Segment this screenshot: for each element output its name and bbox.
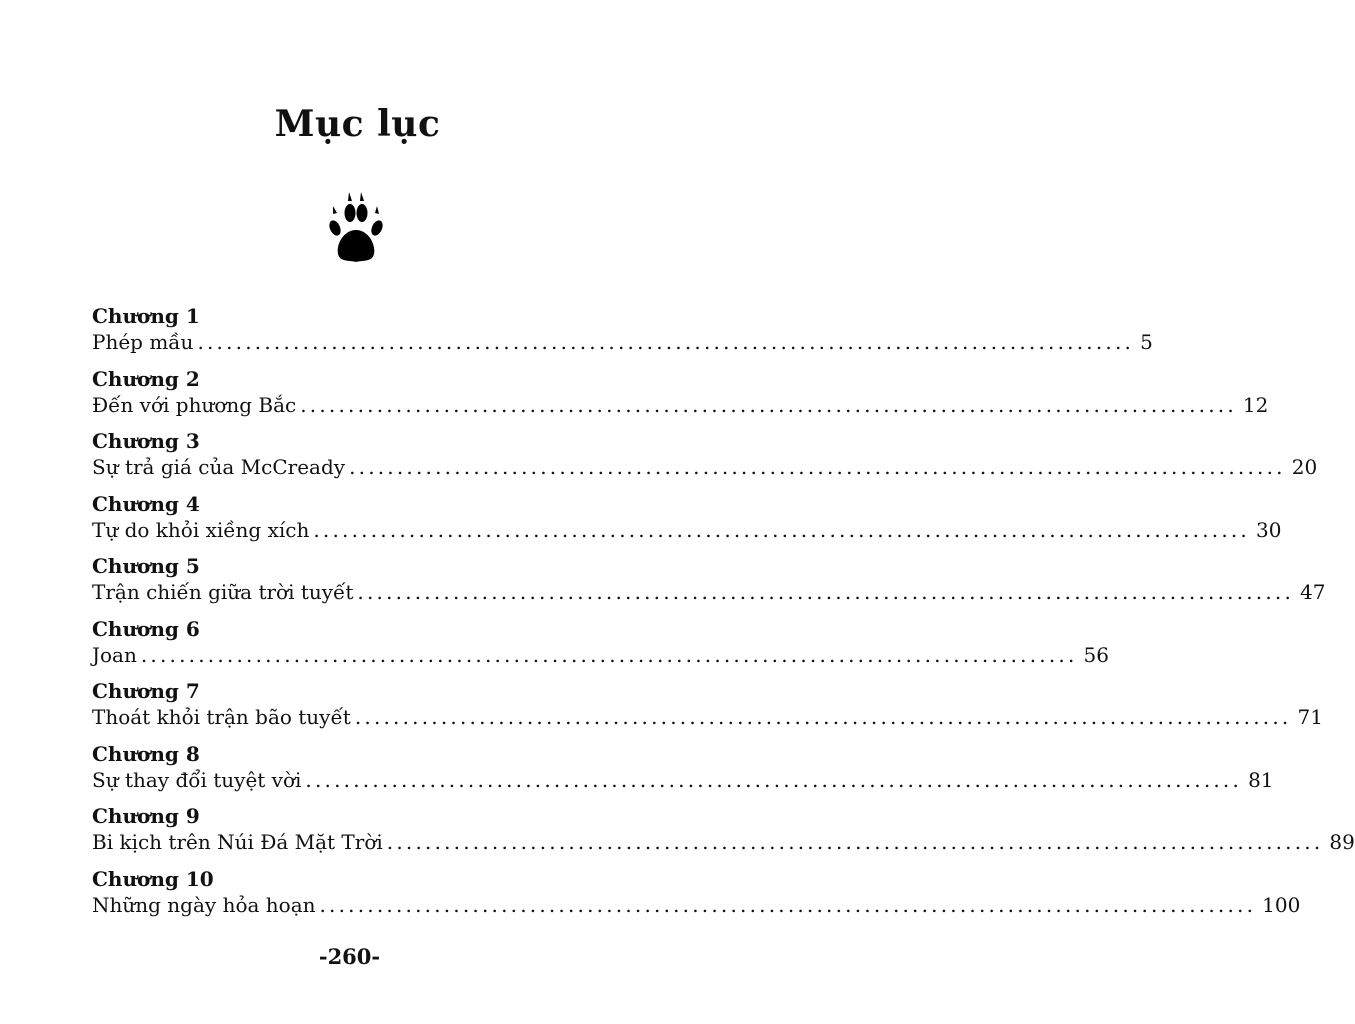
toc-entry-4[interactable] xyxy=(92,491,1282,554)
dot-leader: .................................................................................................. xyxy=(357,580,1295,604)
page-ref: 12 xyxy=(1242,392,1269,417)
dot-leader: .................................................................................................. xyxy=(197,330,1135,354)
toc-entry-9[interactable] xyxy=(92,803,1355,866)
chapter-title: Những ngày hỏa hoạn xyxy=(92,892,316,917)
page-ref: 89 xyxy=(1329,830,1355,854)
chapter-label: Chương 5 xyxy=(92,554,200,578)
page-ref: 56 xyxy=(1083,642,1109,667)
toc-entry-3[interactable] xyxy=(92,428,1318,491)
page-ref: 71 xyxy=(1297,705,1323,729)
toc-entry-2[interactable] xyxy=(92,366,1269,429)
page-ref: 100 xyxy=(1262,892,1301,917)
toc-entry-10[interactable] xyxy=(92,866,1301,929)
table-of-contents xyxy=(92,303,1355,928)
toc-entry-6[interactable] xyxy=(92,616,1109,679)
page-ref: 47 xyxy=(1300,580,1326,604)
dot-leader: .................................................................................................. xyxy=(140,642,1078,667)
chapter-label: Chương 4 xyxy=(92,491,200,516)
chapter-title: Đến với phương Bắc xyxy=(92,392,297,417)
chapter-title: Joan xyxy=(92,642,137,667)
page-ref: 20 xyxy=(1291,455,1318,479)
chapter-label: Chương 1 xyxy=(92,304,200,328)
page-number: -260- xyxy=(318,944,381,969)
chapter-title: Phép mầu xyxy=(92,330,194,354)
dot-leader: .................................................................................................. xyxy=(354,705,1292,729)
chapter-label: Chương 2 xyxy=(92,366,200,391)
chapter-title: Trận chiến giữa trời tuyết xyxy=(92,580,354,604)
dot-leader: .................................................................................................. xyxy=(305,767,1243,792)
chapter-title: Sự trả giá của McCready xyxy=(92,455,346,479)
chapter-label: Chương 8 xyxy=(92,741,200,766)
toc-entry-5[interactable] xyxy=(92,553,1326,616)
chapter-title: Thoát khỏi trận bão tuyết xyxy=(92,705,351,729)
chapter-label: Chương 9 xyxy=(92,804,200,828)
chapter-label: Chương 6 xyxy=(92,616,200,641)
chapter-label: Chương 10 xyxy=(92,866,214,891)
chapter-title: Sự thay đổi tuyệt vời xyxy=(92,767,302,792)
dot-leader: .................................................................................................. xyxy=(300,392,1237,417)
dot-leader: .................................................................................................. xyxy=(349,455,1286,479)
page-title: Mục lục xyxy=(274,103,441,145)
chapter-label: Chương 3 xyxy=(92,429,200,453)
dot-leader: .................................................................................................. xyxy=(319,892,1257,917)
toc-entry-1[interactable] xyxy=(92,303,1153,366)
paw-print-icon xyxy=(324,186,388,270)
page-ref: 5 xyxy=(1140,330,1153,354)
toc-entry-7[interactable] xyxy=(92,678,1323,741)
toc-entry-8[interactable] xyxy=(92,741,1274,804)
dot-leader: .................................................................................................. xyxy=(386,830,1324,854)
chapter-title: Tự do khỏi xiềng xích xyxy=(92,517,310,542)
page-ref: 81 xyxy=(1248,767,1274,792)
chapter-title: Bi kịch trên Núi Đá Mặt Trời xyxy=(92,830,383,854)
chapter-label: Chương 7 xyxy=(92,679,200,703)
dot-leader: .................................................................................................. xyxy=(313,517,1250,542)
page-ref: 30 xyxy=(1256,517,1282,542)
